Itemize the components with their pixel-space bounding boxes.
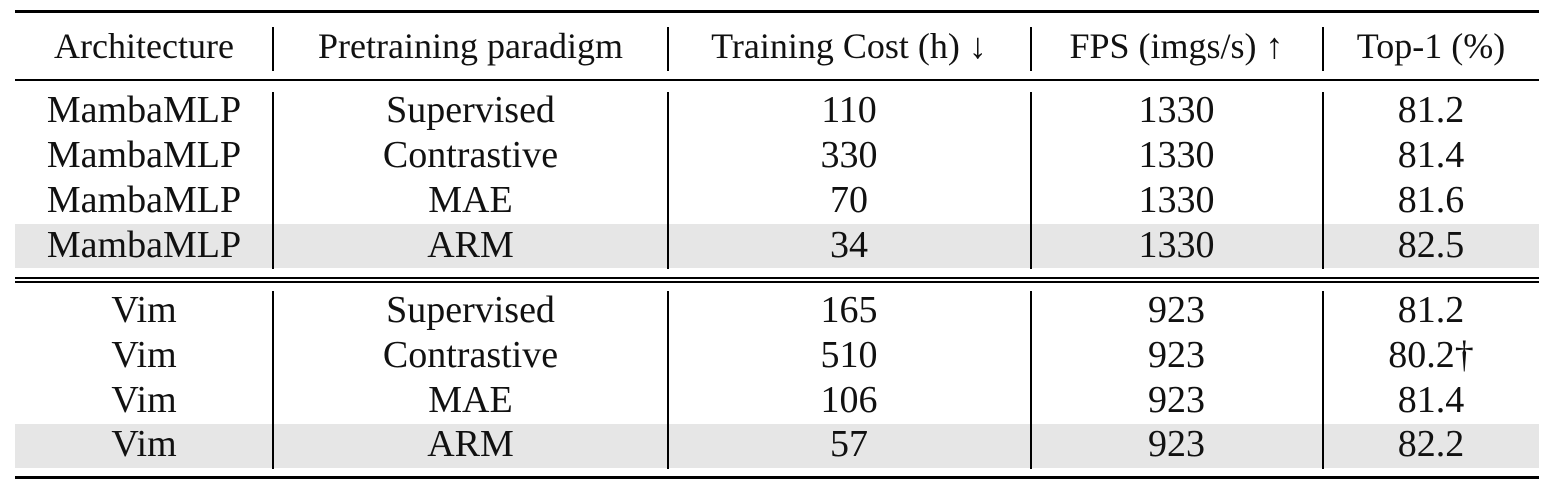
cell-architecture: Vim <box>111 379 177 421</box>
header-training-cost: Training Cost (h) ↓ <box>711 26 987 66</box>
cell-fps: 923 <box>1148 379 1205 421</box>
cell-top1: 81.2 <box>1397 89 1465 131</box>
cell-pretraining-paradigm: Contrastive <box>382 334 559 376</box>
cell-architecture: MambaMLP <box>46 179 242 221</box>
cell-architecture: MambaMLP <box>46 89 242 131</box>
header-top1: Top-1 (%) <box>1356 26 1506 66</box>
cell-architecture: Vim <box>111 289 177 331</box>
cell-architecture: Vim <box>111 423 177 465</box>
cell-fps: 1330 <box>1138 89 1215 131</box>
cell-top1: 81.4 <box>1397 134 1465 176</box>
cell-fps: 923 <box>1148 423 1205 465</box>
cell-top1: 81.2 <box>1397 289 1465 331</box>
cell-training-cost: 165 <box>820 289 878 331</box>
cell-architecture: Vim <box>111 334 177 376</box>
cell-training-cost: 110 <box>821 89 877 131</box>
cell-pretraining-paradigm: ARM <box>427 423 514 465</box>
cell-fps: 923 <box>1148 334 1205 376</box>
cell-pretraining-paradigm: ARM <box>427 224 514 266</box>
cell-pretraining-paradigm: Supervised <box>386 289 555 331</box>
cell-pretraining-paradigm: MAE <box>428 379 513 421</box>
bottom-rule <box>15 476 1539 479</box>
header-architecture: Architecture <box>54 26 234 66</box>
top-rule <box>15 10 1539 13</box>
cell-training-cost: 70 <box>830 179 868 221</box>
cell-fps: 1330 <box>1138 224 1215 266</box>
header-rule <box>15 79 1539 81</box>
cell-training-cost: 106 <box>820 379 878 421</box>
cell-top1: 81.4 <box>1397 379 1465 421</box>
group-separator-rule-bottom <box>15 281 1539 283</box>
cell-top1: 82.5 <box>1397 224 1465 266</box>
cell-architecture: MambaMLP <box>46 224 242 266</box>
cell-fps: 1330 <box>1138 134 1215 176</box>
cell-training-cost: 34 <box>830 224 868 266</box>
cell-pretraining-paradigm: Supervised <box>386 89 555 131</box>
header-fps: FPS (imgs/s) ↑ <box>1069 26 1284 66</box>
cell-top1: 81.6 <box>1397 179 1465 221</box>
cell-architecture: MambaMLP <box>46 134 242 176</box>
group-separator-rule-top <box>15 277 1539 279</box>
cell-pretraining-paradigm: MAE <box>428 179 513 221</box>
cell-pretraining-paradigm: Contrastive <box>382 134 559 176</box>
cell-training-cost: 510 <box>820 334 878 376</box>
cell-training-cost: 330 <box>820 134 878 176</box>
cell-training-cost: 57 <box>830 423 868 465</box>
cell-fps: 923 <box>1148 289 1205 331</box>
cell-top1: 82.2 <box>1397 423 1465 465</box>
cell-top1: 80.2† <box>1388 334 1474 376</box>
header-pretraining-paradigm: Pretraining paradigm <box>318 26 623 66</box>
cell-fps: 1330 <box>1138 179 1215 221</box>
